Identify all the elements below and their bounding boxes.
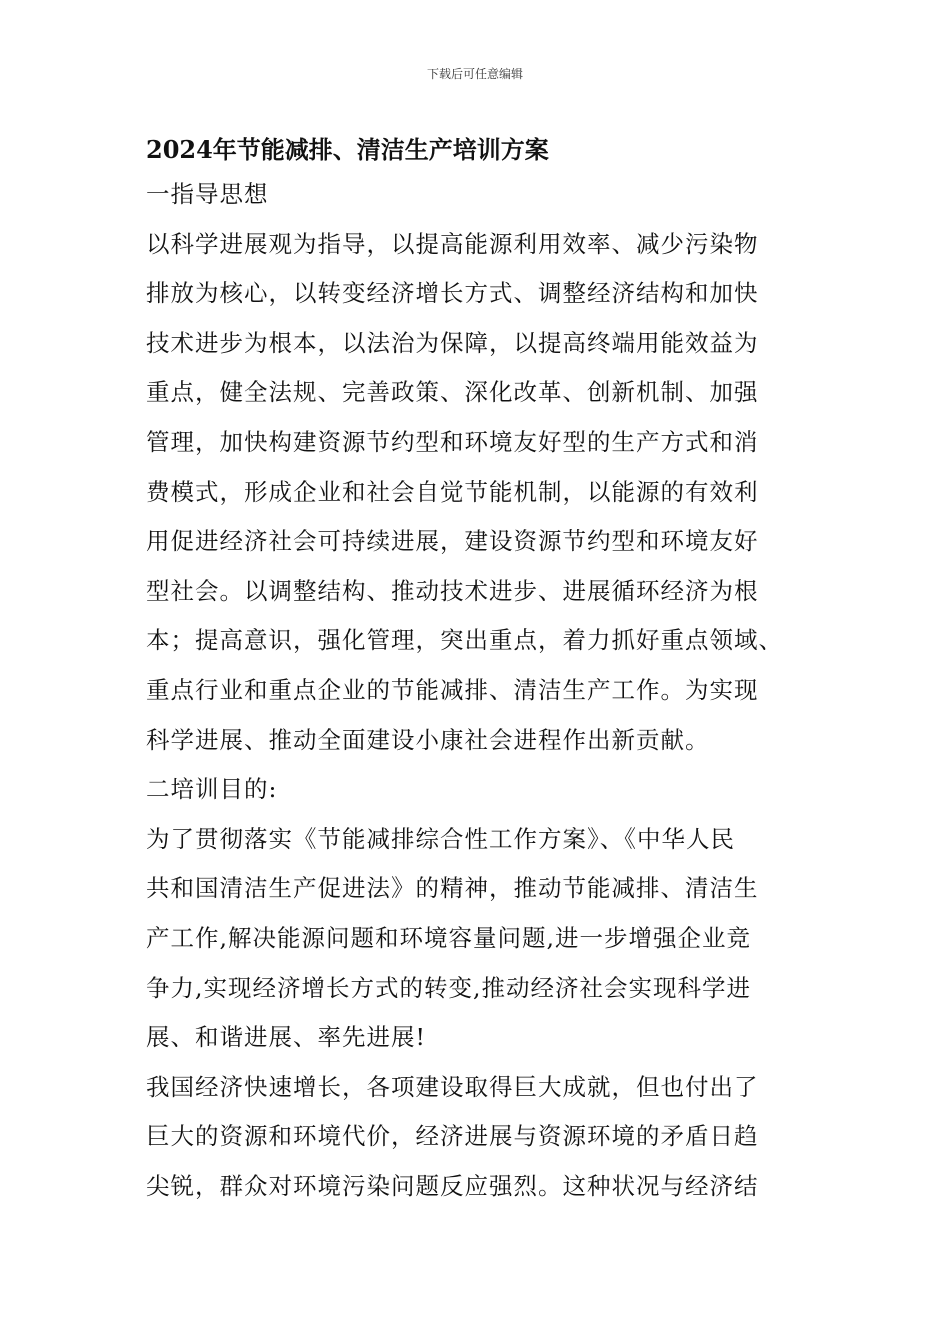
document-title: 2024年节能减排、清洁生产培训方案 bbox=[146, 135, 549, 164]
text-line: 科学进展、推动全面建设小康社会进程作出新贡献。 bbox=[146, 725, 710, 754]
text-line: 共和国清洁生产促进法》的精神，推动节能减排、清洁生 bbox=[146, 874, 759, 903]
text-line: 本；提高意识，强化管理，突出重点，着力抓好重点领域、 bbox=[146, 626, 783, 655]
text-line: 用促进经济社会可持续进展，建设资源节约型和环境友好 bbox=[146, 527, 759, 556]
text-line: 为了贯彻落实《节能减排综合性工作方案》、《中华人民 bbox=[146, 824, 735, 853]
text-line: 重点行业和重点企业的节能减排、清洁生产工作。为实现 bbox=[146, 675, 759, 704]
text-line: 排放为核心，以转变经济增长方式、调整经济结构和加快 bbox=[146, 279, 759, 308]
text-line: 尖锐，群众对环境污染问题反应强烈。这种状况与经济结 bbox=[146, 1171, 759, 1200]
text-line: 费模式，形成企业和社会自觉节能机制，以能源的有效利 bbox=[146, 477, 759, 506]
text-line: 管理，加快构建资源节约型和环境友好型的生产方式和消 bbox=[146, 427, 759, 456]
page-header: 下载后可任意编辑 bbox=[426, 67, 523, 81]
text-line: 产工作,解决能源问题和环境容量问题,进一步增强企业竞 bbox=[146, 923, 751, 952]
text-line: 重点，健全法规、完善政策、深化改革、创新机制、加强 bbox=[146, 378, 759, 407]
section-heading-training-purpose: 二培训目的: bbox=[146, 775, 278, 804]
text-line: 争力,实现经济增长方式的转变,推动经济社会实现科学进 bbox=[146, 973, 751, 1002]
section-heading-guiding-ideology: 一指导思想 bbox=[146, 180, 269, 208]
text-line: 型社会。以调整结构、推动技术进步、进展循环经济为根 bbox=[146, 576, 759, 605]
body-text bbox=[146, 170, 826, 1211]
text-line: 我国经济快速增长，各项建设取得巨大成就，但也付出了 bbox=[146, 1072, 759, 1101]
text-line: 展、和谐进展、率先进展! bbox=[146, 1023, 426, 1052]
document-body bbox=[146, 130, 826, 1211]
text-line: 巨大的资源和环境代价，经济进展与资源环境的矛盾日趋 bbox=[146, 1122, 759, 1151]
text-line: 技术进步为根本，以法治为保障，以提高终端用能效益为 bbox=[146, 328, 759, 357]
text-line: 以科学进展观为指导，以提高能源利用效率、减少污染物 bbox=[146, 229, 759, 258]
